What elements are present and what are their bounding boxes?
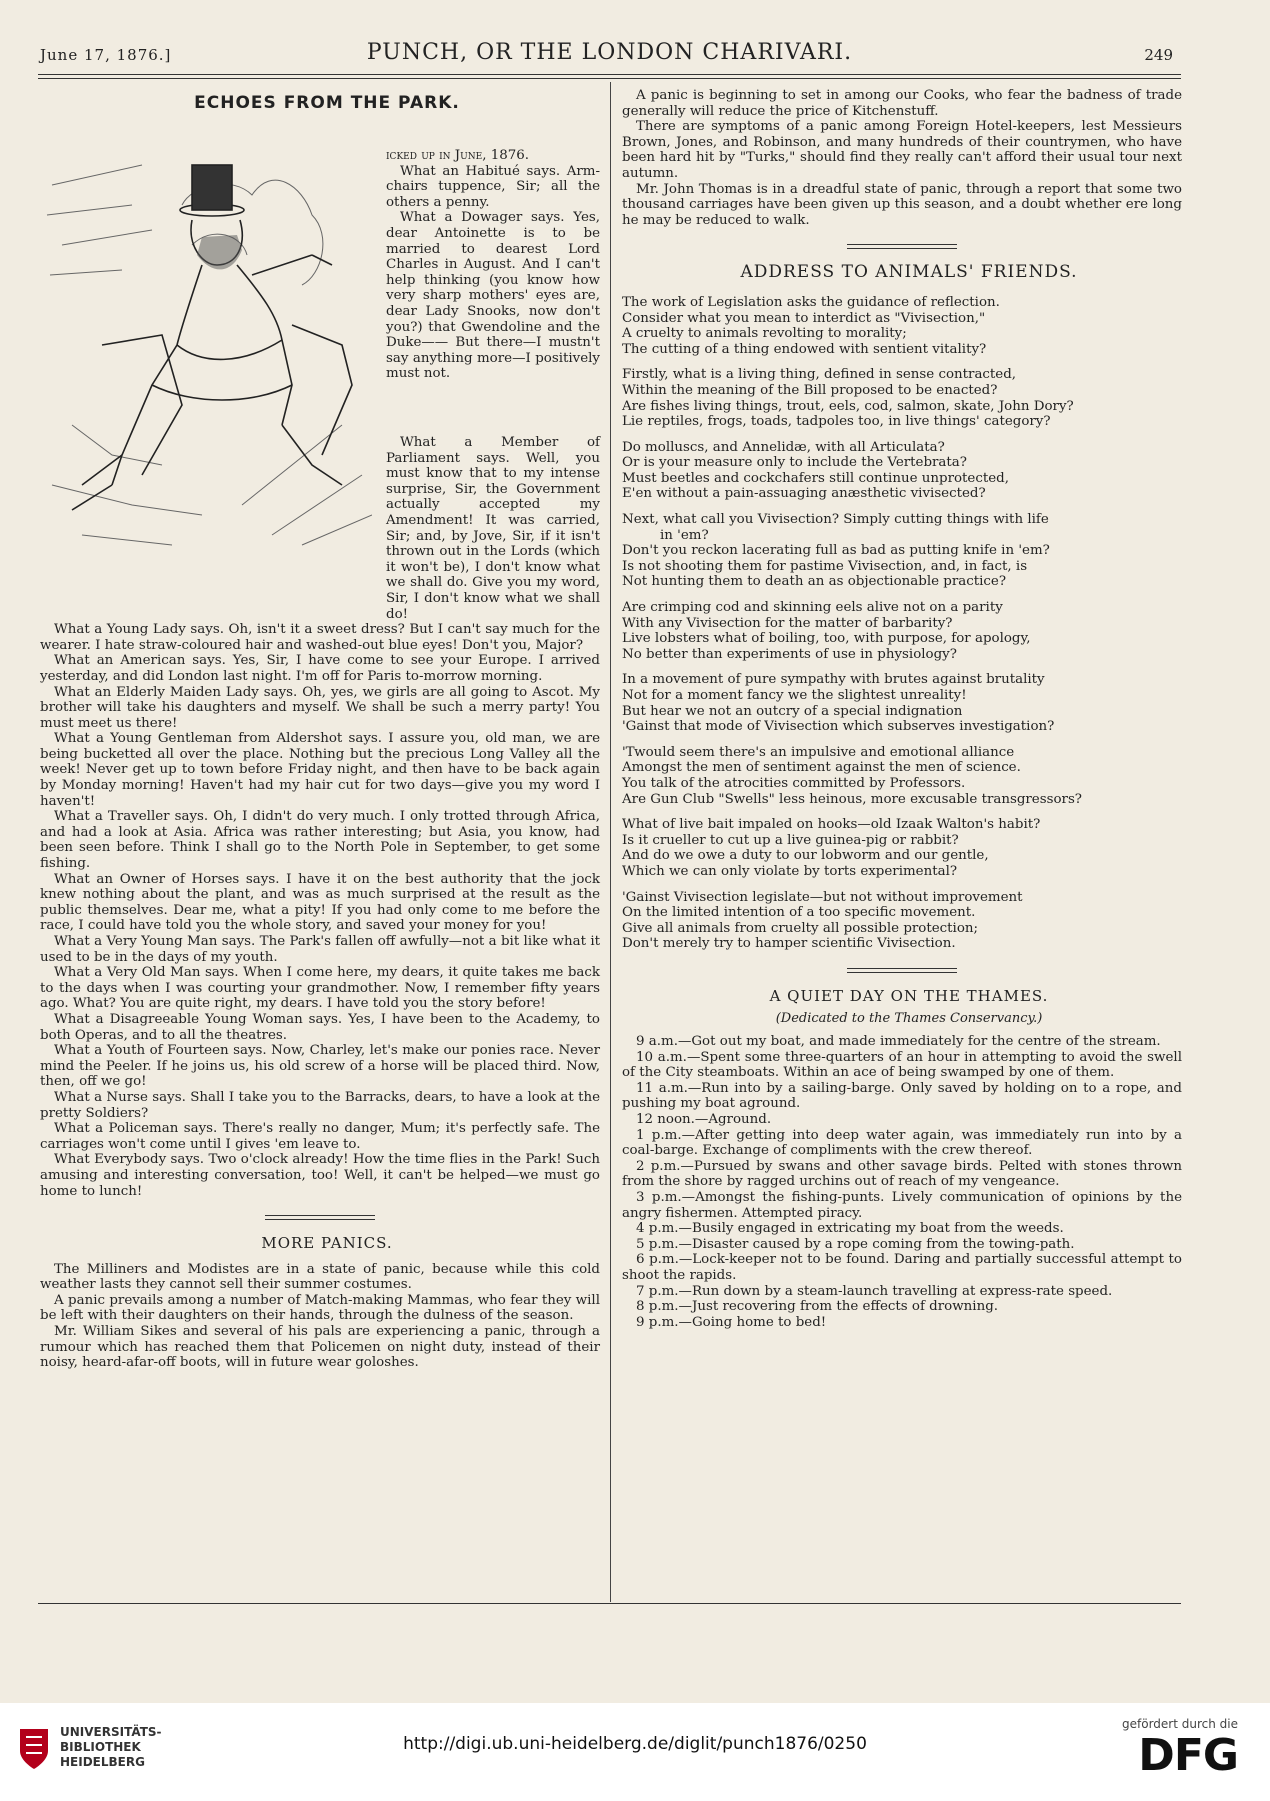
verse-line: A cruelty to animals revolting to morality; [622, 326, 907, 342]
thames-dedication: (Dedicated to the Thames Conservancy.) [775, 1010, 1043, 1026]
verse-line: 'Gainst Vivisection legislate—but not without improvement [622, 889, 1023, 905]
verse-line: In a movement of pure sympathy with brutes against brutality [622, 672, 1045, 688]
stanza [622, 817, 1182, 879]
verse-line: Don't merely try to hamper scientific Vivisection. [622, 936, 956, 952]
thames-entry: 10 a.m.—Spent some three-quarters of an hour in attempting to avoid the swell of the City steamboats. Within an ace of being swamped by one of them. [622, 1049, 1182, 1081]
stanza [622, 745, 1182, 807]
echoes-para: What a Disagreeable Young Woman says. Yes, I have been to the Academy, to both Operas, and to all the theatres. [40, 1011, 600, 1043]
verse-line: With any Vivisection for the matter of barbarity? [622, 615, 953, 631]
thames-entry: 11 a.m.—Run into by a sailing-barge. Only saved by holding on to a rope, and pushing my boat aground. [622, 1080, 1182, 1112]
verse-line: Or is your measure only to include the Vertebrata? [622, 455, 967, 471]
echoes-para: What an American says. Yes, Sir, I have come to see your Europe. I arrived yesterday, and did London last night. I'm off for Paris to-morrow morning. [40, 653, 600, 684]
header-date: June 17, 1876.] [40, 46, 172, 64]
thames-title: A QUIET DAY ON THE THAMES. [769, 986, 1049, 1005]
right-column [622, 88, 1182, 1330]
verse-line: Is it crueller to cut up a live guinea-pig or rabbit? [622, 832, 959, 848]
echoes-para: What a Nurse says. Shall I take you to the Barracks, dears, to have a look at the pretty Soldiers? [40, 1089, 600, 1121]
section-separator [847, 244, 957, 249]
page-number: 249 [1144, 46, 1173, 64]
section-separator [265, 1215, 375, 1220]
left-column [40, 93, 600, 113]
panics-para: Mr. William Sikes and several of his pals are experiencing a panic, through a rumour which has reached them that Policemen on night duty, instead of their noisy, heard-afar-off boots, will in future wear goloshes. [40, 1324, 600, 1371]
funded-by-text: gefördert durch die [1122, 1717, 1238, 1731]
echoes-para: What a Traveller says. Oh, I didn't do very much. I only trotted through Africa, and had a look at Asia. Africa was rather interesting; but Asia, you know, had been seen before. Think I shall go to the North Pole in September, to get some fishing. [40, 809, 600, 872]
stanza [622, 295, 1182, 357]
panics-continued: A panic is beginning to set in among our Cooks, who fear the badness of trade generally will reduce the price of Kitchenstuff. [622, 88, 1182, 119]
verse-line: Lie reptiles, frogs, toads, tadpoles too, in live things' category? [622, 414, 1051, 430]
verse-line: Must beetles and cockchafers still continue unprotected, [622, 470, 1009, 486]
thames-entry: 9 p.m.—Going home to bed! [636, 1314, 827, 1330]
verse-line: Consider what you mean to interdict as "Vivisection," [622, 310, 986, 326]
panics-para: The Milliners and Modistes are in a state of panic, because while this cold weather lasts they cannot sell their summer costumes. [40, 1261, 600, 1293]
stanza [622, 440, 1182, 502]
verse-line: The work of Legislation asks the guidance of reflection. [622, 294, 1000, 310]
echoes-para: What Everybody says. Two o'clock already! How the time flies in the Park! Such amusing and interesting conversation, too! Well, it can't be helped—we must go home to lunch! [40, 1152, 600, 1199]
stanza [622, 512, 1182, 590]
thames-entry: 12 noon.—Aground. [636, 1112, 772, 1128]
echoes-para: What a Very Young Man says. The Park's fallen off awfully—not a bit like what it used to be in the days of my youth. [40, 934, 600, 965]
thames-entry: 7 p.m.—Run down by a steam-launch travelling at express-rate speed. [636, 1283, 1113, 1299]
verse-line: What of live bait impaled on hooks—old Izaak Walton's habit? [622, 817, 1041, 833]
address-poem [622, 295, 1182, 952]
stanza [622, 890, 1182, 952]
echoes-para: What a Very Old Man says. When I come here, my dears, it quite takes me back to the days when I was courting your grandmother. Now, I remember fifty years ago. What? You are quite right, my dears. I have told you the story before! [40, 965, 600, 1012]
verse-line: Is not shooting them for pastime Vivisection, and, in fact, is [622, 558, 1028, 574]
verse-line: No better than experiments of use in physiology? [622, 646, 957, 662]
echoes-para: What an Elderly Maiden Lady says. Oh, yes, we girls are all going to Ascot. My brother will take his daughters and myself. We shall be such a merry party! You must meet us there! [40, 684, 600, 731]
stanza [622, 600, 1182, 662]
verse-line: Firstly, what is a living thing, defined in sense contracted, [622, 367, 1017, 383]
echoes-title: ECHOES FROM THE PARK. [194, 93, 460, 113]
echoes-para: What a Young Gentleman from Aldershot says. I assure you, old man, we are being bucketted all over the place. Nothing but the precious Long Valley all the week! Never get up to town before Friday night, and then have to be back again by Monday morning! Haven't had my hair cut for two days—give you my word I haven't! [40, 731, 600, 809]
verse-line: The cutting of a thing endowed with sentient vitality? [622, 341, 987, 357]
header-rule-top [38, 74, 1181, 75]
library-line: UNIVERSITÄTS- [60, 1725, 162, 1739]
verse-line: Don't you reckon lacerating full as bad as putting knife in 'em? [622, 543, 1050, 559]
header-title: PUNCH, OR THE LONDON CHARIVARI. [366, 40, 853, 65]
address-title: ADDRESS TO ANIMALS' FRIENDS. [740, 262, 1078, 283]
digitization-footer [0, 1703, 1270, 1801]
echoes-para: What an Owner of Horses says. I have it on the best authority that the jock knew nothing about the plant, and was as much surprised at the result as the public themselves. Dear me, what a pity! If you had only come to me before the race, I could have told you the whole story, and saved your money for you! [40, 871, 600, 934]
verse-line: Are crimping cod and skinning eels alive not on a parity [622, 600, 1003, 616]
echoes-para: What a Member of Parliament says. Well, you must know that to my intense surprise, Sir, the Government actually accepted my Amendment! It was carried, Sir; and, by Jove, Sir, if it isn't thrown out in the Lords (which it won't be), I don't know what we shall do. Give you my word, Sir, I don't know what we shall do! [386, 435, 600, 622]
echoes-narrow [386, 148, 600, 382]
echoes-para: What a Policeman says. There's really no danger, Mum; it's perfectly safe. The carriages won't come until I gives 'em leave to. [40, 1121, 600, 1152]
header-rule-bottom [38, 78, 1181, 79]
panics-para: A panic prevails among a number of Match-making Mammas, who fear they will be left with their daughters on their hands, through the dulness of the season. [40, 1292, 600, 1324]
verse-line: in 'em? [660, 527, 709, 543]
verse-line: Within the meaning of the Bill proposed to be enacted? [622, 382, 998, 398]
panics-continued: Mr. John Thomas is in a dreadful state of panic, through a report that some two thousand carriages have been given up this season, and a doubt whether ere long he may be reduced to walk. [622, 181, 1182, 228]
thames-entry: 4 p.m.—Busily engaged in extricating my boat from the weeds. [636, 1221, 1064, 1237]
verse-line: Are fishes living things, trout, eels, cod, salmon, skate, John Dory? [622, 398, 1074, 414]
library-line: BIBLIOTHEK [60, 1740, 141, 1754]
dfg-block [1122, 1717, 1238, 1781]
verse-line: 'Twould seem there's an impulsive and emotional alliance [622, 744, 1015, 760]
panics-continued: There are symptoms of a panic among Foreign Hotel-keepers, lest Messieurs Brown, Jones, and Robinson, and many hundreds of their countrymen, who have been hard hit by "Turks," should find they really can't afford their usual tour next autumn. [622, 119, 1182, 181]
verse-line: Are Gun Club "Swells" less heinous, more excusable transgressors? [622, 791, 1082, 807]
section-separator [847, 968, 957, 973]
verse-line: But hear we not an outcry of a special indignation [622, 703, 963, 719]
column-divider [610, 82, 611, 1602]
footer-rule [38, 1603, 1181, 1604]
verse-line: Live lobsters what of boiling, too, with purpose, for apology, [622, 631, 1031, 647]
verse-line: And do we owe a duty to our lobworm and our gentle, [622, 848, 989, 864]
verse-line: E'en without a pain-assuaging anæsthetic vivisected? [622, 486, 986, 502]
verse-line: Next, what call you Vivisection? Simply cutting things with life [622, 512, 1049, 528]
echoes-para: What a Dowager says. Yes, dear Antoinette is to be married to dearest Lord Charles in August. And I can't help thinking (you know how very sharp mothers' eyes are, dear Lady Snooks, now don't you?) that Gwendoline and the Duke—— But there—I mustn't say anything more—I positively must not. [386, 210, 600, 382]
verse-line: On the limited intention of a too specific movement. [622, 905, 976, 921]
verse-line: You talk of the atrocities committed by Professors. [622, 775, 966, 791]
thames-entry: 3 p.m.—Amongst the fishing-punts. Lively communication of opinions by the angry fishermen. Attempted piracy. [622, 1190, 1182, 1221]
page-header [38, 40, 1181, 72]
verse-line: 'Gainst that mode of Vivisection which subserves investigation? [622, 719, 1055, 735]
stanza [622, 672, 1182, 734]
verse-line: Give all animals from cruelty all possible protection; [622, 920, 979, 936]
verse-line: Do molluscs, and Annelidæ, with all Articulata? [622, 439, 945, 455]
verse-line: Not for a moment fancy we the slightest unreality! [622, 688, 967, 703]
stanza [622, 367, 1182, 429]
panics-title: MORE PANICS. [261, 1234, 393, 1253]
dfg-logo[interactable]: DFG [1138, 1730, 1238, 1781]
verse-line: Amongst the men of sentiment against the men of science. [622, 760, 1021, 776]
thames-entry: 8 p.m.—Just recovering from the effects of drowning. [636, 1299, 999, 1315]
thames-entry: 1 p.m.—After getting into deep water again, was immediately run into by a coal-barge. Exchange of compliments with the crew thereof. [622, 1127, 1182, 1159]
thames-entry: 9 a.m.—Got out my boat, and made immediately for the centre of the stream. [636, 1034, 1161, 1050]
echoes-wide [40, 435, 600, 1371]
echoes-intro: icked up in June, 1876. [386, 148, 530, 163]
thames-entry: 2 p.m.—Pursued by swans and other savage birds. Pelted with stones thrown from the shore by ragged urchins out of reach of my vengeance. [622, 1158, 1182, 1190]
thames-entry: 5 p.m.—Disaster caused by a rope coming from the towing-path. [636, 1236, 1075, 1252]
verse-line: Not hunting them to death an as objectionable practice? [622, 574, 1007, 590]
source-url-link[interactable]: http://digi.ub.uni-heidelberg.de/diglit/punch1876/0250 [403, 1734, 867, 1754]
echoes-para: What a Young Lady says. Oh, isn't it a sweet dress? But I can't say much for the wearer. I hate straw-coloured hair and washed-out blue eyes! Don't you, Major? [40, 622, 600, 653]
echoes-para: What an Habitué says. Arm-chairs tuppence, Sir; all the others a penny. [386, 163, 600, 210]
verse-line: Which we can only violate by torts experimental? [622, 863, 958, 879]
library-line: HEIDELBERG [60, 1755, 145, 1769]
thames-entry: 6 p.m.—Lock-keeper not to be found. Daring and partially successful attempt to shoot the rapids. [622, 1252, 1182, 1283]
echoes-para: What a Youth of Fourteen says. Now, Charley, let's make our ponies race. Never mind the Peeler. If he joins us, his old screw of a horse will be placed third. Now, then, off we go! [40, 1043, 600, 1090]
